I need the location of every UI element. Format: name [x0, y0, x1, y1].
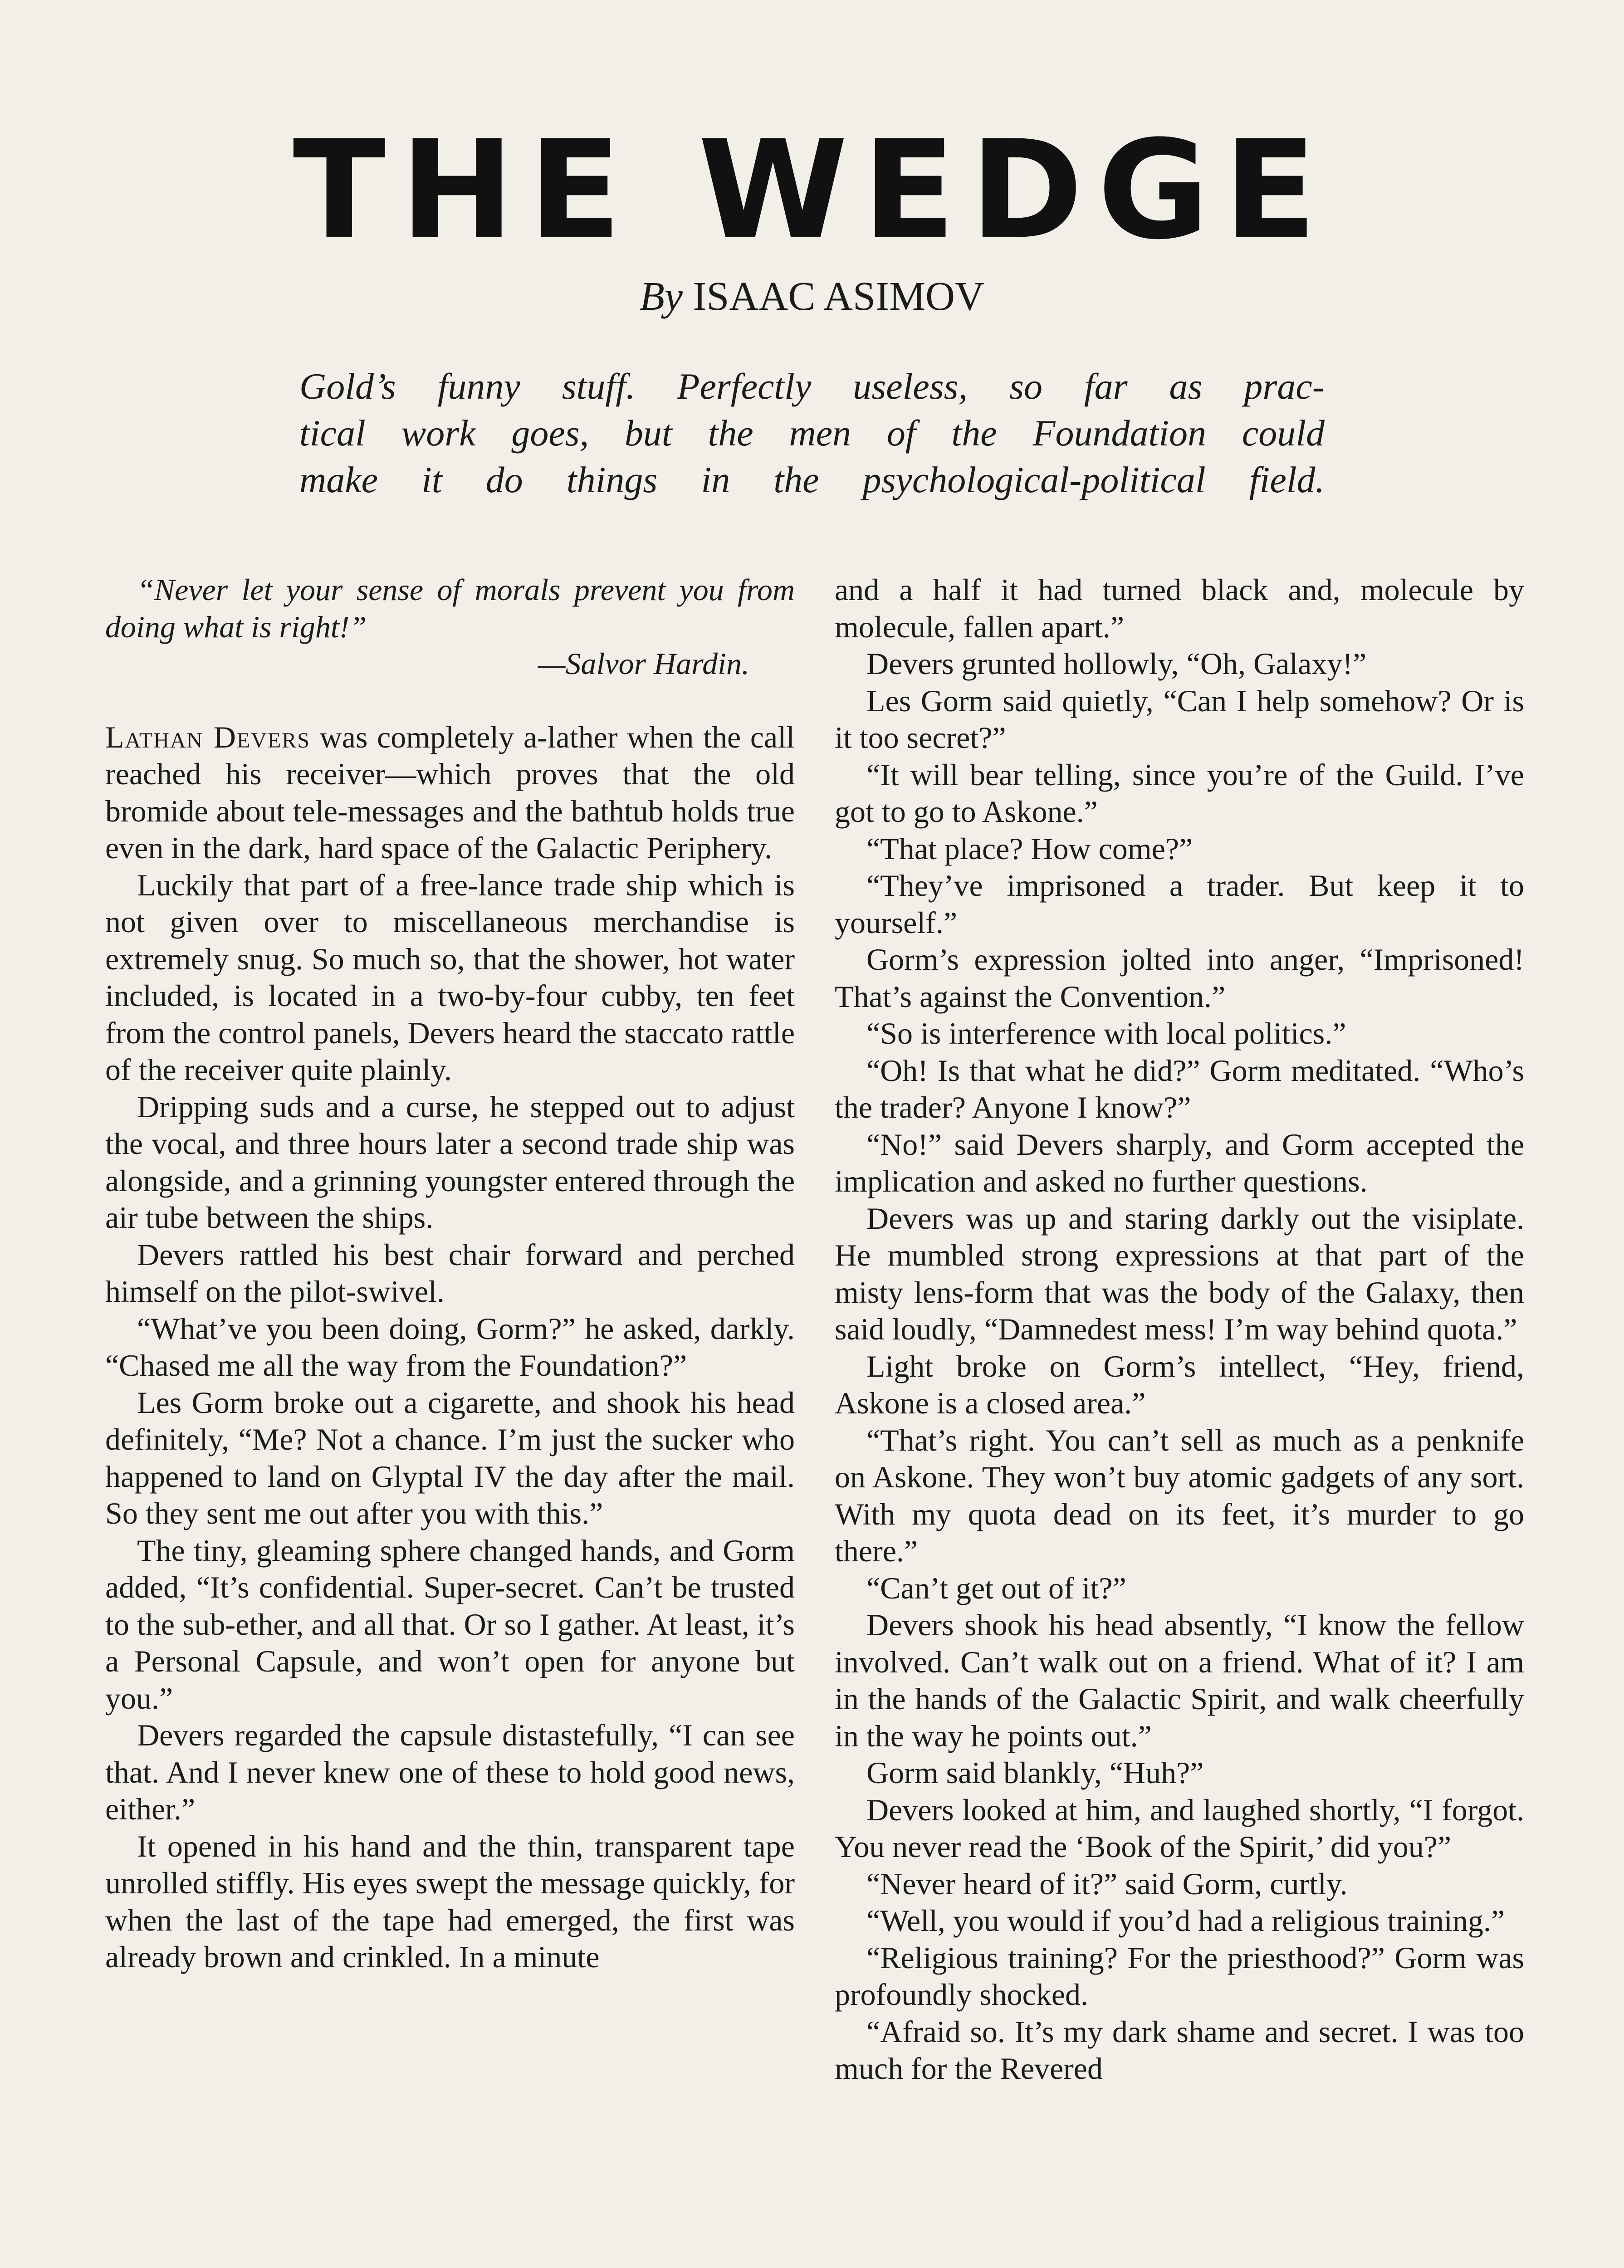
paragraph: Les Gorm broke out a cigarette, and shook his head definitely, “Me? Not a chance. I’m just the sucker who happened to land on Glyptal IV the day after the mail. So they sent me out after you with this.” [105, 1385, 795, 1530]
story-blurb [299, 363, 1325, 503]
right-column [835, 572, 1524, 2268]
paragraph: The tiny, gleaming sphere changed hands, and Gorm added, “It’s confidential. Super-secret. Can’t be trusted to the sub-ether, and all that. Or so I gather. At least, it’s a Personal Capsule, and won’t open for anyone but you.” [105, 1533, 795, 1716]
paragraph: “That’s right. You can’t sell as much as a penknife on Askone. They won’t buy atomic gadgets of any sort. With my quota dead on its feet, it’s murder to go there.” [835, 1422, 1524, 1568]
paragraph: “Oh! Is that what he did?” Gorm meditated. “Who’s the trader? Anyone I know?” [835, 1053, 1524, 1124]
paragraph: “Can’t get out of it?” [866, 1570, 1126, 1605]
epigraph [105, 572, 795, 683]
paragraph: Devers was up and staring darkly out the visiplate. He mumbled strong expressions at that part of the misty lens-form that was the body of the Galaxy, then said loudly, “Damnedest mess! I’m way behind quota.” [835, 1201, 1524, 1346]
paragraph: “What’ve you been doing, Gorm?” he asked, darkly. “Chased me all the way from the Foundation?” [105, 1311, 795, 1383]
opening-text: was completely a-lather when the call reached his receiver—which proves that the old bromide about tele-messages and the bathtub holds true even in the dark, hard space of the Galactic Periphery. [105, 719, 795, 865]
opening-paragraph [105, 719, 795, 867]
paragraph: “Religious training? For the priesthood?” Gorm was profoundly shocked. [835, 1940, 1524, 2012]
blurb-line: tical work goes, but the men of the Foundation could [299, 412, 1325, 454]
paragraph: Gorm’s expression jolted into anger, “Imprisoned! That’s against the Convention.” [835, 942, 1524, 1014]
paragraph: “They’ve imprisoned a trader. But keep it to yourself.” [835, 868, 1524, 940]
blurb-line: make it do things in the psychological-political field. [299, 459, 1325, 500]
paragraph: It opened in his hand and the thin, transparent tape unrolled stiffly. His eyes swept the message quickly, for when the last of the tape had emerged, the first was already brown and crinkled. In a minute [105, 1828, 795, 1974]
paragraph: Devers shook his head absently, “I know the fellow involved. Can’t walk out on a friend. What of it? I am in the hands of the Galactic Spirit, and walk cheerfully in the way he points out.” [835, 1608, 1524, 1753]
paragraph: Devers rattled his best chair forward and perched himself on the pilot-swivel. [105, 1237, 795, 1309]
paragraph: “That place? How come?” [866, 831, 1193, 866]
paragraph: Devers grunted hollowly, “Oh, Galaxy!” [866, 646, 1367, 681]
paragraph: “Well, you would if you’d had a religious training.” [866, 1903, 1505, 1938]
byline [0, 272, 1624, 321]
paragraph: Gorm said blankly, “Huh?” [866, 1755, 1204, 1790]
epigraph-text: “Never let your sense of morals prevent you from doing what is right!” [105, 572, 795, 644]
opening-smallcaps: Lathan Devers [105, 719, 310, 754]
byline-prefix: By [639, 274, 683, 319]
epigraph-attribution: —Salvor Hardin. [538, 646, 749, 681]
paragraph: “No!” said Devers sharply, and Gorm accepted the implication and asked no further questions. [835, 1127, 1524, 1198]
paragraph: Devers looked at him, and laughed shortly, “I forgot. You never read the ‘Book of the Spirit,’ did you?” [835, 1792, 1524, 1864]
author-name: ISAAC ASIMOV [693, 274, 985, 319]
paragraph: Light broke on Gorm’s intellect, “Hey, friend, Askone is a closed area.” [835, 1349, 1524, 1420]
paragraph: “Never heard of it?” said Gorm, curtly. [866, 1866, 1348, 1901]
paragraph: Devers regarded the capsule distastefully, “I can see that. And I never knew one of these to hold good news, either.” [105, 1718, 795, 1826]
paragraph: Luckily that part of a free-lance trade ship which is not given over to miscellaneous merchandise is extremely snug. So much so, that the shower, hot water included, is located in a two-by-four cubby, ten feet from the control panels, Devers heard the staccato rattle of the receiver quite plainly. [105, 867, 795, 1087]
story-title: THE WEDGE [293, 111, 1331, 269]
paragraph: Les Gorm said quietly, “Can I help somehow? Or is it too secret?” [835, 683, 1524, 755]
paragraph: “It will bear telling, since you’re of the Guild. I’ve got to go to Askone.” [835, 757, 1524, 829]
continuation-paragraph: and a half it had turned black and, molecule by molecule, fallen apart.” [835, 572, 1524, 644]
left-column [105, 572, 795, 2268]
paragraph: “So is interference with local politics.” [866, 1016, 1346, 1051]
blurb-line: Gold’s funny stuff. Perfectly useless, so far as prac- [299, 366, 1325, 407]
paragraph: Dripping suds and a curse, he stepped out to adjust the vocal, and three hours later a second trade ship was alongside, and a grinning youngster entered through the air tube between the ships. [105, 1089, 795, 1235]
paragraph: “Afraid so. It’s my dark shame and secret. I was too much for the Revered [835, 2014, 1524, 2086]
